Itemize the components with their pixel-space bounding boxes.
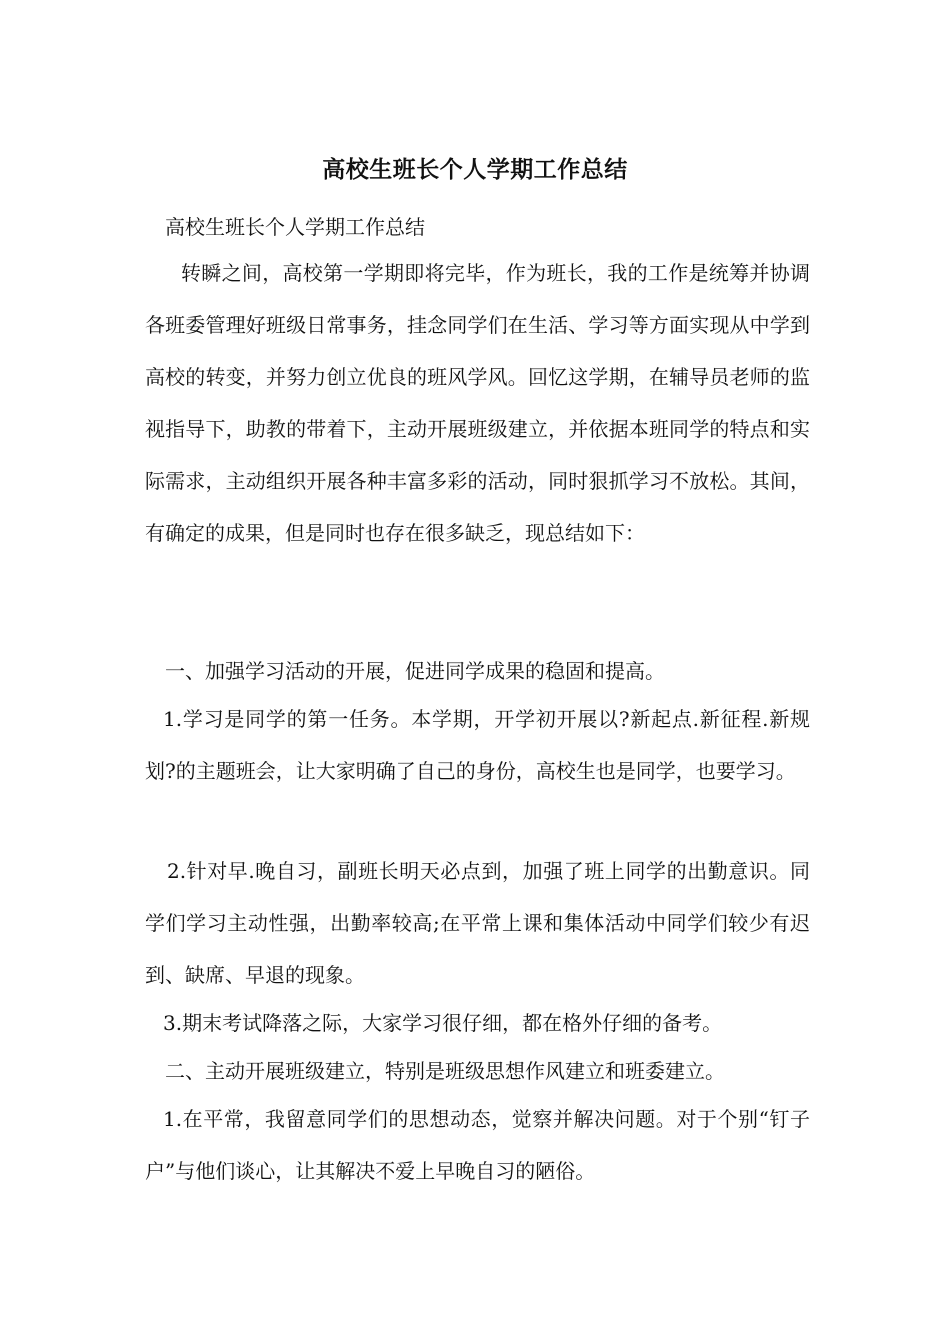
document-subtitle: 高校生班长个人学期工作总结: [165, 215, 425, 239]
document-title: 高校生班长个人学期工作总结: [322, 156, 628, 183]
list-item-4: 1.在平常，我留意同学们的思想动态，觉察并解决问题。对于个别“钉子户”与他们谈心，让其解决不爱上早晚自习的陋俗。: [145, 1107, 810, 1183]
intro-paragraph: 转瞬之间，高校第一学期即将完毕，作为班长，我的工作是统筹并协调各班委管理好班级日常事务，挂念同学们在生活、学习等方面实现从中学到高校的转变，并努力创立优良的班风学风。回忆这学期，在辅导员老师的监视指导下，助教的带着下，主动开展班级建立，并依据本班同学的特点和实际需求，主动组织开展各种丰富多彩的活动，同时狠抓学习不放松。其间，有确定的成果，但是同时也存在很多缺乏，现总结如下：: [145, 261, 810, 545]
section-heading-1: 一、加强学习活动的开展，促进同学成果的稳固和提高。: [165, 659, 665, 683]
list-item-2: 2.针对早.晚自习，副班长明天必点到，加强了班上同学的出勤意识。同学们学习主动性强，出勤率较高;在平常上课和集体活动中同学们较少有迟到、缺席、早退的现象。: [145, 859, 810, 987]
list-item-3: 3.期末考试降落之际，大家学习很仔细，都在格外仔细的备考。: [163, 1011, 723, 1035]
list-item-1: 1.学习是同学的第一任务。本学期，开学初开展以?新起点.新征程.新规划?的主题班会，让大家明确了自己的身份，高校生也是同学，也要学习。: [145, 707, 810, 783]
section-heading-2: 二、主动开展班级建立，特别是班级思想作风建立和班委建立。: [165, 1059, 725, 1083]
